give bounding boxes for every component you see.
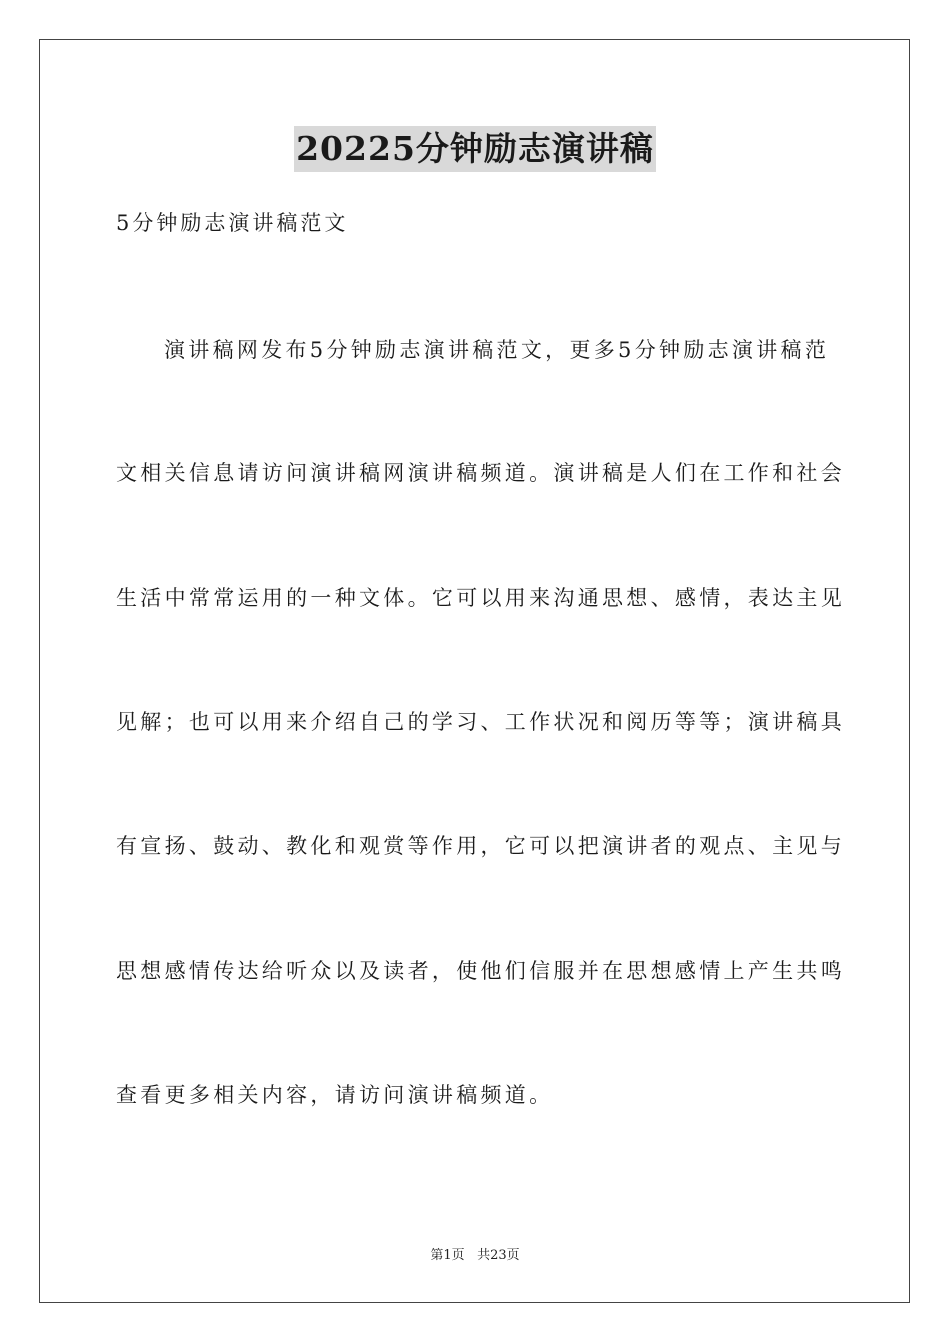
body-line-5: 有宣扬、鼓动、教化和观赏等作用，它可以把演讲者的观点、主见与 (116, 834, 845, 858)
title-container (0, 126, 950, 172)
body-line-3: 生活中常常运用的一种文体。它可以用来沟通思想、感情，表达主见 (116, 586, 845, 610)
body-line-2: 文相关信息请访问演讲稿网演讲稿频道。演讲稿是人们在工作和社会 (116, 461, 845, 485)
document-subtitle: 5分钟励志演讲稿范文 (116, 211, 349, 235)
page-total: 共23页 (477, 1248, 520, 1263)
body-line-1: 演讲稿网发布5分钟励志演讲稿范文，更多5分钟励志演讲稿范 (164, 338, 830, 362)
document-title: 20225分钟励志演讲稿 (294, 126, 656, 172)
body-line-7: 查看更多相关内容，请访问演讲稿频道。 (116, 1083, 554, 1107)
body-line-4: 见解；也可以用来介绍自己的学习、工作状况和阅历等等；演讲稿具 (116, 710, 845, 734)
page-footer (0, 1247, 950, 1265)
page-number: 第1页 (430, 1248, 465, 1263)
body-line-6: 思想感情传达给听众以及读者，使他们信服并在思想感情上产生共鸣 (116, 959, 845, 983)
